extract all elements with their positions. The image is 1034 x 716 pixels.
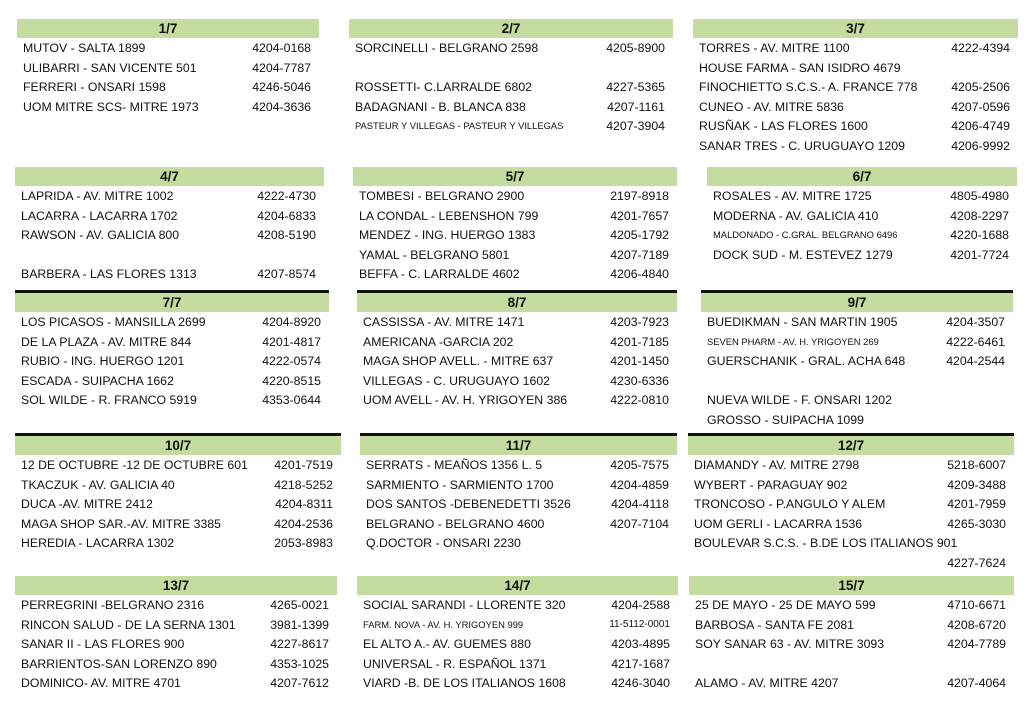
pharmacy-row xyxy=(15,371,329,391)
day-block xyxy=(360,433,677,553)
pharmacy-name-address: MAGA SHOP AVELL. - MITRE 637 xyxy=(363,354,554,369)
pharmacy-name-address: BELGRANO - BELGRANO 4600 xyxy=(366,516,545,531)
pharmacy-name-address: GUERSCHANIK - GRAL. ACHA 648 xyxy=(707,354,906,369)
pharmacy-phone: 11-5112-0001 xyxy=(609,618,670,630)
pharmacy-row xyxy=(357,654,678,674)
pharmacy-name-address: CUNEO - AV. MITRE 5836 xyxy=(699,99,844,114)
date-header: 9/7 xyxy=(701,290,1013,312)
day-block xyxy=(693,19,1018,156)
pharmacy-name-address: Q.DOCTOR - ONSARI 2230 xyxy=(366,536,521,551)
pharmacy-row xyxy=(707,245,1017,265)
pharmacy-phone: 4204-3636 xyxy=(252,99,311,114)
pharmacy-phone: 4246-3040 xyxy=(611,676,670,691)
pharmacy-row xyxy=(357,371,677,391)
pharmacy-phone: 4207-0596 xyxy=(951,99,1010,114)
pharmacy-name-address: BUEDIKMAN - SAN MARTIN 1905 xyxy=(707,315,898,329)
day-block xyxy=(689,576,1014,693)
pharmacy-name-address: UOM AVELL - AV. H. YRIGOYEN 386 xyxy=(363,393,568,408)
date-header: 1/7 xyxy=(17,19,319,38)
day-block xyxy=(707,167,1017,264)
pharmacy-name-address: BARRIENTOS-SAN LORENZO 890 xyxy=(21,656,217,671)
pharmacy-phone: 4201-7959 xyxy=(947,497,1006,512)
date-header: 12/7 xyxy=(688,433,1014,455)
pharmacy-phone: 4204-7789 xyxy=(947,637,1006,652)
pharmacy-phone: 4805-4980 xyxy=(950,189,1009,203)
pharmacy-phone: 4206-4749 xyxy=(951,119,1010,134)
day-block xyxy=(15,290,329,410)
pharmacy-row xyxy=(689,615,1014,635)
pharmacy-row xyxy=(349,58,673,78)
pharmacy-phone: 4246-5046 xyxy=(252,80,311,95)
pharmacy-row xyxy=(688,494,1014,514)
pharmacy-name-address: BARBOSA - SANTA FE 2081 xyxy=(695,617,855,632)
day-block xyxy=(357,290,677,410)
pharmacy-name-address: AMERICANA -GARCIA 202 xyxy=(363,334,514,349)
pharmacy-row xyxy=(693,77,1018,97)
pharmacy-name-address: FARM. NOVA - AV. H. YRIGOYEN 999 xyxy=(363,618,524,630)
pharmacy-row xyxy=(15,615,337,635)
pharmacy-row xyxy=(15,332,329,352)
pharmacy-phone: 4201-1450 xyxy=(610,354,669,369)
pharmacy-row xyxy=(349,38,673,58)
pharmacy-phone: 4353-1025 xyxy=(270,656,329,671)
pharmacy-phone: 4353-0644 xyxy=(262,393,321,408)
pharmacy-phone: 4204-8311 xyxy=(275,497,333,512)
pharmacy-name-address: MENDEZ - ING. HUERGO 1383 xyxy=(359,228,536,243)
pharmacy-row xyxy=(701,332,1013,352)
pharmacy-row xyxy=(360,533,677,553)
pharmacy-name-address: LOS PICASOS - MANSILLA 2699 xyxy=(21,315,206,329)
pharmacy-row xyxy=(701,351,1013,371)
pharmacy-name-address: TOMBESI - BELGRANO 2900 xyxy=(359,189,525,203)
pharmacy-name-address: 25 DE MAYO - 25 DE MAYO 599 xyxy=(695,598,876,612)
pharmacy-name-address: CASSISSA - AV. MITRE 1471 xyxy=(363,315,525,329)
pharmacy-name-address: PERREGRINI -BELGRANO 2316 xyxy=(21,598,205,612)
pharmacy-row xyxy=(689,634,1014,654)
pharmacy-name-address: SANAR TRES - C. URUGUAYO 1209 xyxy=(699,138,905,153)
pharmacy-phone: 4201-7185 xyxy=(610,334,669,349)
pharmacy-phone: 4206-4840 xyxy=(610,267,669,282)
pharmacy-row xyxy=(15,494,341,514)
pharmacy-name-address: NUEVA WILDE - F. ONSARI 1202 xyxy=(707,393,892,408)
pharmacy-phone: 4207-7104 xyxy=(610,516,669,531)
pharmacy-row xyxy=(353,245,677,265)
pharmacy-phone: 4205-7575 xyxy=(610,458,669,472)
pharmacy-row xyxy=(688,514,1014,534)
pharmacy-row xyxy=(357,390,677,410)
pharmacy-row xyxy=(353,206,677,226)
pharmacy-phone: 4208-6720 xyxy=(947,617,1006,632)
pharmacy-row xyxy=(15,595,337,615)
pharmacy-phone: 4201-4817 xyxy=(262,334,321,349)
pharmacy-name-address: SANAR II - LAS FLORES 900 xyxy=(21,637,185,652)
date-header: 11/7 xyxy=(360,433,677,455)
day-block xyxy=(688,433,1014,573)
pharmacy-phone: 2053-8983 xyxy=(274,536,333,551)
day-block xyxy=(349,19,673,136)
date-header: 15/7 xyxy=(689,576,1014,595)
pharmacy-name-address: SOY SANAR 63 - AV. MITRE 3093 xyxy=(695,637,885,652)
date-header: 7/7 xyxy=(15,290,329,312)
pharmacy-phone: 4204-2536 xyxy=(274,516,333,531)
pharmacy-phone: 4203-4895 xyxy=(611,637,670,652)
pharmacy-name-address: RUSÑAK - LAS FLORES 1600 xyxy=(699,119,868,134)
pharmacy-phone: 4205-2506 xyxy=(951,80,1010,95)
pharmacy-name-address: VILLEGAS - C. URUGUAYO 1602 xyxy=(363,373,551,388)
pharmacy-name-address: LACARRA - LACARRA 1702 xyxy=(21,208,178,223)
date-header: 2/7 xyxy=(349,19,673,38)
pharmacy-name-address: DIAMANDY - AV. MITRE 2798 xyxy=(694,458,860,472)
pharmacy-name-address: BARBERA - LAS FLORES 1313 xyxy=(21,267,197,282)
pharmacy-row xyxy=(353,186,677,206)
pharmacy-phone: 4201-7519 xyxy=(274,458,333,472)
day-block xyxy=(701,290,1013,430)
pharmacy-row xyxy=(15,312,329,332)
pharmacy-phone: 4204-7787 xyxy=(252,60,311,75)
pharmacy-name-address: UOM MITRE SCS- MITRE 1973 xyxy=(23,99,199,114)
pharmacy-row xyxy=(693,116,1018,136)
pharmacy-name-address: RINCON SALUD - DE LA SERNA 1301 xyxy=(21,617,236,632)
date-header: 5/7 xyxy=(353,167,677,186)
day-block xyxy=(15,167,324,284)
day-block xyxy=(15,433,341,553)
pharmacy-row xyxy=(15,390,329,410)
pharmacy-phone: 4227-7624 xyxy=(947,555,1006,570)
pharmacy-phone: 4204-4859 xyxy=(610,477,669,492)
pharmacy-phone: 4222-4394 xyxy=(951,41,1010,55)
pharmacy-name-address: DOCK SUD - M. ESTEVEZ 1279 xyxy=(713,247,893,262)
pharmacy-name-address: ULIBARRI - SAN VICENTE 501 xyxy=(23,60,197,75)
pharmacy-row xyxy=(357,312,677,332)
pharmacy-phone: 4207-8574 xyxy=(257,267,316,282)
pharmacy-name-address: MUTOV - SALTA 1899 xyxy=(23,41,146,55)
pharmacy-name-address: DOMINICO- AV. MITRE 4701 xyxy=(21,676,181,691)
pharmacy-name-address: LA CONDAL - LEBENSHON 799 xyxy=(359,208,539,223)
pharmacy-name-address: SARMIENTO - SARMIENTO 1700 xyxy=(366,477,554,492)
pharmacy-row xyxy=(15,533,341,553)
pharmacy-name-address: ROSSETTI- C.LARRALDE 6802 xyxy=(355,80,532,95)
pharmacy-name-address: SERRATS - MEAÑOS 1356 L. 5 xyxy=(366,458,543,472)
pharmacy-row xyxy=(701,312,1013,332)
pharmacy-phone: 4710-6671 xyxy=(947,598,1006,612)
pharmacy-row xyxy=(353,264,677,284)
pharmacy-phone: 4209-3488 xyxy=(947,477,1006,492)
day-block xyxy=(357,576,678,693)
pharmacy-row xyxy=(707,186,1017,206)
pharmacy-phone: 4230-6336 xyxy=(610,373,669,388)
pharmacy-row xyxy=(360,514,677,534)
pharmacy-phone: 4204-6833 xyxy=(257,208,316,223)
pharmacy-phone: 4204-0168 xyxy=(252,41,311,55)
pharmacy-phone: 3981-1399 xyxy=(270,617,329,632)
pharmacy-row xyxy=(15,186,324,206)
pharmacy-row xyxy=(689,654,1014,674)
pharmacy-phone: 4265-0021 xyxy=(270,598,329,612)
pharmacy-row xyxy=(15,351,329,371)
pharmacy-phone: 4217-1687 xyxy=(611,656,670,671)
pharmacy-row xyxy=(17,77,319,97)
pharmacy-phone: 4227-8617 xyxy=(270,637,329,652)
pharmacy-phone: 4204-3507 xyxy=(946,315,1005,329)
date-header: 13/7 xyxy=(15,576,337,595)
pharmacy-phone: 4206-9992 xyxy=(951,138,1010,153)
pharmacy-name-address: YAMAL - BELGRANO 5801 xyxy=(359,247,510,262)
pharmacy-row xyxy=(360,494,677,514)
pharmacy-phone: 4222-4730 xyxy=(257,189,316,203)
pharmacy-row xyxy=(360,455,677,475)
pharmacy-phone: 5218-6007 xyxy=(947,458,1006,472)
pharmacy-row xyxy=(357,332,677,352)
pharmacy-name-address: SOL WILDE - R. FRANCO 5919 xyxy=(21,393,197,408)
pharmacy-row xyxy=(357,615,678,635)
pharmacy-phone: 4207-3904 xyxy=(606,119,665,134)
pharmacy-row xyxy=(15,673,337,693)
pharmacy-row xyxy=(15,634,337,654)
pharmacy-phone: 4222-6461 xyxy=(946,334,1005,349)
pharmacy-name-address: BADAGNANI - B. BLANCA 838 xyxy=(355,99,526,114)
pharmacy-phone: 4220-1688 xyxy=(950,228,1009,243)
date-header: 8/7 xyxy=(357,290,677,312)
pharmacy-name-address: SORCINELLI - BELGRANO 2598 xyxy=(355,41,539,55)
pharmacy-name-address: MALDONADO - C.GRAL. BELGRANO 6496 xyxy=(713,229,898,241)
pharmacy-phone: 4205-8900 xyxy=(606,41,665,55)
pharmacy-phone: 4207-4064 xyxy=(947,676,1006,691)
pharmacy-phone: 4208-2297 xyxy=(950,208,1009,223)
pharmacy-name-address: FERRERI - ONSARI 1598 xyxy=(23,80,166,95)
pharmacy-name-address: RAWSON - AV. GALICIA 800 xyxy=(21,228,180,243)
pharmacy-row xyxy=(693,58,1018,78)
pharmacy-name-address: ALAMO - AV. MITRE 4207 xyxy=(695,676,839,691)
date-header: 10/7 xyxy=(15,433,341,455)
pharmacy-phone: 4265-3030 xyxy=(947,516,1006,531)
pharmacy-name-address: DOS SANTOS -DEBENEDETTI 3526 xyxy=(366,497,571,512)
pharmacy-row xyxy=(701,410,1013,430)
pharmacy-name-address: MAGA SHOP SAR.-AV. MITRE 3385 xyxy=(21,516,222,531)
pharmacy-row xyxy=(15,475,341,495)
pharmacy-row xyxy=(17,97,319,117)
pharmacy-row xyxy=(693,97,1018,117)
pharmacy-name-address: MODERNA - AV. GALICIA 410 xyxy=(713,208,879,223)
pharmacy-phone: 4204-2588 xyxy=(611,598,670,612)
pharmacy-row xyxy=(15,264,324,284)
pharmacy-name-address: PASTEUR Y VILLEGAS - PASTEUR Y VILLEGAS xyxy=(355,120,564,132)
pharmacy-row xyxy=(688,455,1014,475)
pharmacy-name-address: ROSALES - AV. MITRE 1725 xyxy=(713,189,872,203)
pharmacy-row xyxy=(360,475,677,495)
pharmacy-row xyxy=(357,351,677,371)
pharmacy-row xyxy=(689,673,1014,693)
pharmacy-phone: 4204-2544 xyxy=(946,354,1005,369)
pharmacy-name-address: TRONCOSO - P.ANGULO Y ALEM xyxy=(694,497,886,512)
pharmacy-row xyxy=(707,206,1017,226)
pharmacy-name-address: SEVEN PHARM - AV. H. YRIGOYEN 269 xyxy=(707,335,879,347)
pharmacy-phone: 4204-8920 xyxy=(262,315,321,329)
pharmacy-phone: 4222-0574 xyxy=(262,354,321,369)
pharmacy-name-address: TORRES - AV. MITRE 1100 xyxy=(699,41,850,55)
pharmacy-name-address: SOCIAL SARANDI - LLORENTE 320 xyxy=(363,598,566,612)
pharmacy-row xyxy=(15,225,324,245)
pharmacy-name-address: 12 DE OCTUBRE -12 DE OCTUBRE 601 xyxy=(21,458,248,472)
pharmacy-phone: 4203-7923 xyxy=(610,315,669,329)
pharmacy-phone: 4201-7657 xyxy=(610,208,669,223)
pharmacy-name-address: WYBERT - PARAGUAY 902 xyxy=(694,477,848,492)
pharmacy-row xyxy=(15,654,337,674)
pharmacy-row xyxy=(357,673,678,693)
pharmacy-row xyxy=(707,225,1017,245)
pharmacy-row xyxy=(688,533,1014,553)
pharmacy-row xyxy=(349,77,673,97)
pharmacy-row xyxy=(701,390,1013,410)
pharmacy-phone: 4218-5252 xyxy=(274,477,333,492)
pharmacy-row xyxy=(701,371,1013,391)
pharmacy-name-address: GROSSO - SUIPACHA 1099 xyxy=(707,412,864,427)
pharmacy-phone: 4204-4118 xyxy=(611,497,669,512)
pharmacy-name-address: LAPRIDA - AV. MITRE 1002 xyxy=(21,189,174,203)
pharmacy-phone: 4207-7612 xyxy=(270,676,329,691)
date-header: 3/7 xyxy=(693,19,1018,38)
pharmacy-name-address: DE LA PLAZA - AV. MITRE 844 xyxy=(21,334,192,349)
pharmacy-phone: 4227-5365 xyxy=(606,80,665,95)
pharmacy-row xyxy=(17,38,319,58)
pharmacy-row xyxy=(353,225,677,245)
pharmacy-row xyxy=(15,206,324,226)
pharmacy-row xyxy=(688,553,1014,573)
pharmacy-phone: 4201-7724 xyxy=(950,247,1009,262)
pharmacy-row xyxy=(349,116,673,136)
pharmacy-name-address: TKACZUK - AV. GALICIA 40 xyxy=(21,477,175,492)
date-header: 14/7 xyxy=(357,576,678,595)
pharmacy-row xyxy=(693,136,1018,156)
date-header: 6/7 xyxy=(707,167,1017,186)
pharmacy-phone: 4222-0810 xyxy=(610,393,669,408)
pharmacy-phone: 4207-1161 xyxy=(607,99,665,114)
pharmacy-name-address: EL ALTO A.- AV. GUEMES 880 xyxy=(363,637,531,652)
pharmacy-name-address: RUBIO - ING. HUERGO 1201 xyxy=(21,354,185,369)
day-block xyxy=(353,167,677,284)
pharmacy-row xyxy=(349,97,673,117)
date-header: 4/7 xyxy=(15,167,324,186)
pharmacy-phone: 4205-1792 xyxy=(610,228,669,243)
pharmacy-name-address: HOUSE FARMA - SAN ISIDRO 4679 xyxy=(699,60,901,75)
pharmacy-name-address: HEREDIA - LACARRA 1302 xyxy=(21,536,175,551)
day-block xyxy=(15,576,337,693)
pharmacy-row xyxy=(15,245,324,265)
pharmacy-phone: 4220-8515 xyxy=(262,373,321,388)
pharmacy-row xyxy=(357,595,678,615)
pharmacy-phone: 4207-7189 xyxy=(610,247,669,262)
pharmacy-name-address: VIARD -B. DE LOS ITALIANOS 1608 xyxy=(363,676,566,691)
pharmacy-name-address: BOULEVAR S.C.S. - B.DE LOS ITALIANOS 901 xyxy=(694,536,958,551)
pharmacy-row xyxy=(15,455,341,475)
pharmacy-row xyxy=(689,595,1014,615)
pharmacy-row xyxy=(357,634,678,654)
pharmacy-name-address: UNIVERSAL - R. ESPAÑOL 1371 xyxy=(363,656,547,671)
pharmacy-name-address: FINOCHIETTO S.C.S.- A. FRANCE 778 xyxy=(699,80,918,95)
pharmacy-name-address: ESCADA - SUIPACHA 1662 xyxy=(21,373,174,388)
pharmacy-row xyxy=(688,475,1014,495)
pharmacy-name-address: DUCA -AV. MITRE 2412 xyxy=(21,497,153,512)
pharmacy-name-address: UOM GERLI - LACARRA 1536 xyxy=(694,516,863,531)
pharmacy-phone: 4208-5190 xyxy=(257,228,316,243)
pharmacy-phone: 2197-8918 xyxy=(610,189,669,203)
day-block xyxy=(17,19,319,116)
pharmacy-row xyxy=(15,514,341,534)
pharmacy-row xyxy=(17,58,319,78)
pharmacy-row xyxy=(693,38,1018,58)
pharmacy-name-address: BEFFA - C. LARRALDE 4602 xyxy=(359,267,520,282)
